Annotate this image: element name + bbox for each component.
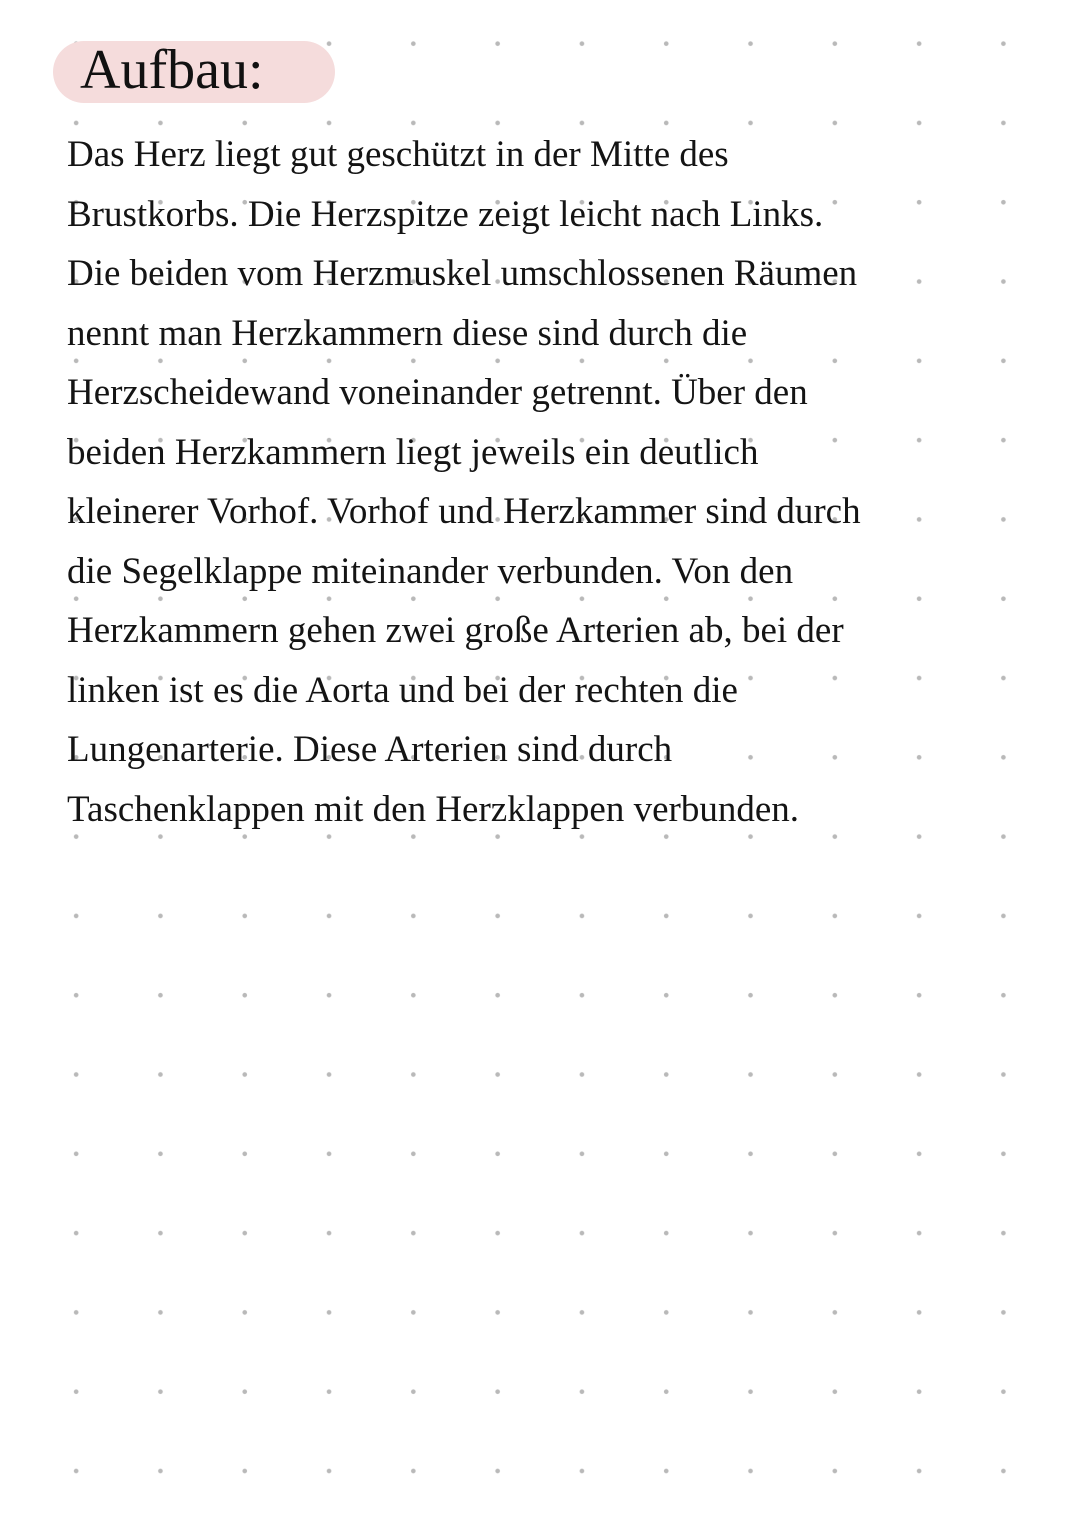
paragraph-line: kleinerer Vorhof. Vorhof und Herzkammer sind durch (67, 491, 861, 532)
paragraph-line: Brustkorbs. Die Herzspitze zeigt leicht nach Links. (67, 193, 824, 235)
paragraph-line: beiden Herzkammern liegt jeweils ein deutlich (67, 431, 759, 473)
paragraph-line: Taschenklappen mit den Herzklappen verbunden. (67, 788, 799, 830)
paragraph-line: Lungenarterie. Diese Arterien sind durch (67, 729, 673, 770)
paragraph-line: Herzkammern gehen zwei große Arterien ab, bei der (67, 610, 844, 651)
paragraph-line: Die beiden vom Herzmuskel umschlossenen Räumen (67, 253, 858, 294)
paragraph-line: nennt man Herzkammern diese sind durch die (67, 312, 748, 354)
paragraph-line: Das Herz liegt gut geschützt in der Mitte des (67, 134, 729, 175)
paragraph-line: Herzscheidewand voneinander getrennt. Über den (67, 372, 808, 413)
body-paragraph (67, 125, 1067, 839)
paragraph-line: linken ist es die Aorta und bei der rechten die (67, 669, 738, 711)
paragraph-line: die Segelklappe miteinander verbunden. Von den (67, 550, 794, 592)
page-title: Aufbau: (80, 39, 264, 101)
